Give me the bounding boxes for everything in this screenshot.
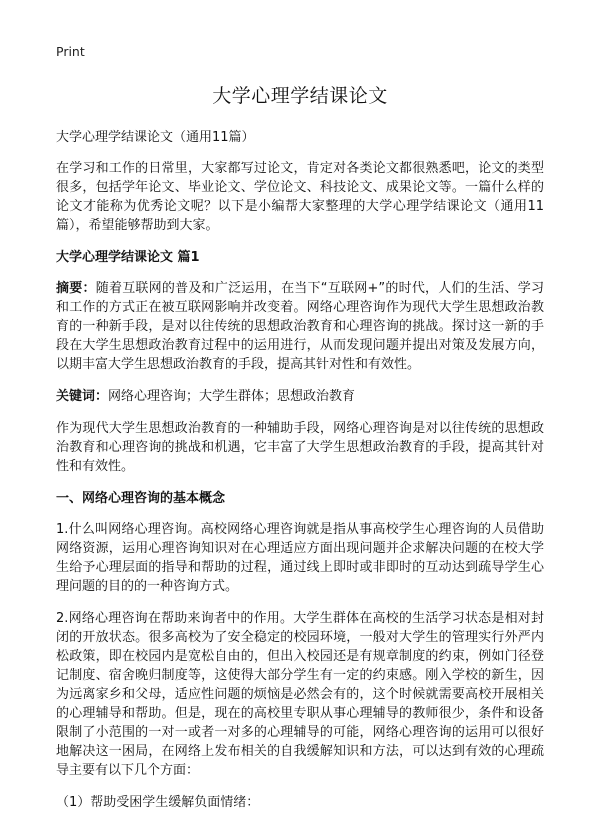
document-subtitle: 大学心理学结课论文（通用11篇） [56, 130, 255, 145]
point-one-paragraph: 1.什么叫网络心理咨询。高校网络心理咨询就是指从事高校学生心理咨询的人员借助网络资源，运用心理咨询知识对在心理适应方面出现问题并企求解决问题的在校大学生给予心理层面的指导和帮助的过程，通过线上即时或非即时的互动达到疏导学生心理问题的目的的一种咨询方式。 [56, 522, 544, 594]
document-title: 大学心理学结课论文 [212, 85, 388, 107]
abstract-paragraph [56, 279, 544, 374]
abstract-label: 摘要： [56, 281, 96, 296]
keywords-text: 网络心理咨询；大学生群体；思想政治教育 [108, 389, 356, 404]
keywords-paragraph [56, 387, 544, 406]
section-heading: 大学心理学结课论文 篇1 [56, 250, 200, 265]
intro-paragraph: 在学习和工作的日常里，大家都写过论文，肯定对各类论文都很熟悉吧，论文的类型很多，包括学年论文、毕业论文、学位论文、科技论文、成果论文等。一篇什么样的论文才能称为优秀论文呢？以下是小编帮大家整理的大学心理学结课论文（通用11篇），希望能够帮助到大家。 [56, 161, 544, 233]
point-two-paragraph: 2.网络心理咨询在帮助来询者中的作用。大学生群体在高校的生活学习状态是相对封闭的开放状态。很多高校为了安全稳定的校园环境，一般对大学生的管理实行外严内松政策，即在校园内是宽松自由的，但出入校园还是有规章制度的约束，例如门径登记制度、宿舍晚归制度等，这使得大部分学生有一定的约束感。刚入学校的新生，因为远离家乡和父母，适应性问题的烦恼是必然会有的，这个时候就需要高校开展相关的心理辅导和帮助。但是，现在的高校里专职从事心理辅导的教师很少，条件和设备限制了小范围的一对一或者一对多的心理辅导的可能，网络心理咨询的运用可以很好地解决这一困局，在网络上发布相关的自我缓解知识和方法，可以达到有效的心理疏导主要有以下几个方面： [56, 611, 544, 778]
second-intro-paragraph: 作为现代大学生思想政治教育的一种辅助手段，网络心理咨询是对以往传统的思想政治教育和心理咨询的挑战和机遇，它丰富了大学生思想政治教育的手段，提高其针对性和有效性。 [56, 421, 544, 474]
keywords-label: 关键词： [56, 389, 109, 404]
abstract-text: 随着互联网的普及和广泛运用，在当下“互联网+”的时代，人们的生活、学习和工作的方式正在被互联网影响并改变着。网络心理咨询作为现代大学生思想政治教育的一种新手段，是对以往传统的思想政治教育和心理咨询的挑战。探讨这一新的手段在大学生思想政治教育过程中的运用进行，从而发现问题并提出对策及发展方向，以期丰富大学生思想政治教育的手段，提高其针对性和有效性。 [56, 281, 544, 372]
section-one-heading: 一、网络心理咨询的基本概念 [56, 491, 226, 506]
sub-point-one: （1）帮助受困学生缓解负面情绪： [56, 795, 260, 810]
print-label: Print [56, 44, 85, 59]
